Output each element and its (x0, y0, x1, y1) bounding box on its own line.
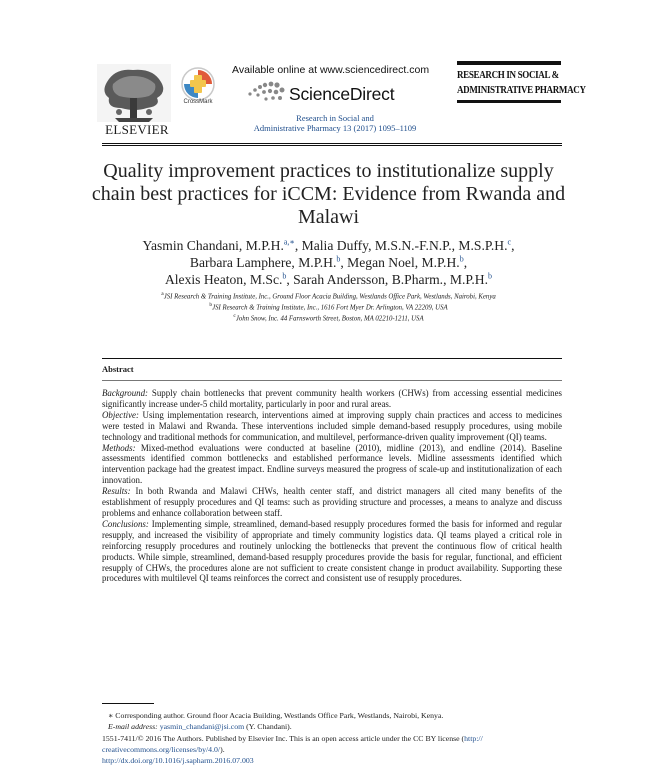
affiliation-marker: a (161, 291, 164, 297)
author-name: Malia Duffy, M.S.N.-F.N.P., M.S.P.H. (301, 238, 508, 253)
license-block (102, 733, 562, 766)
license-link[interactable]: http:// (464, 734, 483, 743)
affiliation-text: John Snow, Inc. 44 Farnsworth Street, Boston, MA 02210-1211, USA (235, 315, 424, 323)
journal-brand-line1: RESEARCH IN SOCIAL & (457, 70, 559, 81)
author-separator: , (511, 238, 515, 253)
abstract-results (102, 486, 562, 519)
section-text: Using implementation research, interventions aimed at improving supply chain practices and access to medicines were tested in Malawi and Rwanda. These interventions included simple demand-based resupply procedures, using mobile technology and traditional methods for communication, and multilevel, performance-driven quality improvement (QI) teams. (102, 409, 562, 442)
section-label: Objective: (102, 409, 139, 420)
email-line (108, 721, 562, 732)
author-name: Yasmin Chandani, M.P.H. (142, 238, 284, 253)
section-label: Results: (102, 486, 131, 497)
author-affiliation-marker[interactable]: b (459, 254, 464, 264)
author-affiliation-marker[interactable]: b (488, 271, 493, 281)
author-separator: , (286, 272, 294, 287)
section-label: Conclusions: (102, 518, 149, 529)
abstract-top-rule (102, 358, 562, 359)
doi-link[interactable]: http://dx.doi.org/10.1016/j.sapharm.2016.07.003 (102, 756, 254, 765)
affiliation-c (80, 312, 577, 323)
sciencedirect-wordmark: ScienceDirect (289, 84, 395, 104)
journal-reference-line1[interactable]: Research in Social and (296, 113, 374, 123)
article-title: Quality improvement practices to institutionalize supply chain best practices for iCCM: Evidence from Rwanda and Malawi (91, 160, 566, 228)
section-text: Supply chain bottlenecks that prevent community health workers (CHWs) from accessing essential medicines significantly increase under-5 child mortality, particularly in poor and rural areas. (102, 388, 562, 409)
journal-reference-line2[interactable]: Administrative Pharmacy 13 (2017) 1095–1109 (253, 123, 417, 133)
abstract-conclusions (102, 519, 562, 584)
publisher-name: ELSEVIER (105, 122, 169, 137)
affiliation-a (80, 290, 577, 301)
author-name: Megan Noel, M.P.H. (347, 255, 460, 270)
license-text: 1551-7411/© 2016 The Authors. Published by Elsevier Inc. This is an open access article under the CC BY license ( (102, 734, 465, 743)
header-divider-secondary (102, 145, 562, 146)
corresponding-author-footnote (108, 710, 562, 732)
section-label: Methods: (102, 442, 136, 453)
author-name: Barbara Lamphere, M.P.H. (189, 255, 337, 270)
section-text: Implementing simple, streamlined, demand-based resupply procedures formed the basis for informed and regular resupply, and increased the visibility of appropriate and timely community logistics data. QI teams played a critical role in reinforcing resupply procedures and routinely unlocking the bottlenecks that prevent the continuous flow of critical health products. While simple, streamlined, demand-based resupply procedures provide the basis for regular, functional, and efficient resupply of CHWs, the procedures alone are not sufficient to create consistent change in product availability. Supporting these procedures with multilevel QI teams reinforces the correct and consistent use of resupply procedures. (102, 518, 562, 584)
license-link-continued[interactable]: creativecommons.org/licenses/by/4.0/ (102, 745, 221, 754)
section-label: Background: (102, 388, 149, 398)
affiliation-text: JSI Research & Training Institute, Inc., Ground Floor Acacia Building, Westlands Office Park, Westlands, Nairobi, Kenya (163, 293, 496, 301)
author-list (80, 237, 577, 288)
brand-top-rule (457, 61, 561, 65)
abstract-methods (102, 443, 562, 487)
footnote-rule (102, 703, 154, 704)
corresponding-author-text: ∗ Corresponding author. Ground floor Acacia Building, Westlands Office Park, Westlands, Nairobi, Kenya. (108, 711, 444, 720)
section-text: Mixed-method evaluations were conducted at baseline (2010), midline (2013), and endline (2014). Baseline assessments identified common bottlenecks and established performance levels. Midline assessments identified which intervention package had the greatest impact. Endline surveys measured the progress of scale-up and institutionalization of each innovation. (102, 442, 562, 486)
crossmark-icon[interactable] (180, 66, 216, 102)
abstract-objective (102, 410, 562, 443)
section-text: In both Rwanda and Malawi CHWs, health center staff, and district managers all cited many benefits of the establishment of resupply procedures and QI teams: such as providing structure and processes, a means to analyze and discuss problems and enhance collaboration between staff. (102, 486, 562, 518)
abstract-heading: Abstract (102, 364, 134, 374)
affiliation-marker: c (233, 313, 236, 319)
abstract-body (102, 388, 562, 584)
sciencedirect-dots-icon (246, 78, 288, 104)
journal-brand-line2: ADMINISTRATIVE PHARMACY (457, 85, 586, 96)
available-online-text[interactable]: Available online at www.sciencedirect.com (232, 64, 430, 76)
brand-bottom-rule (457, 100, 561, 103)
header-divider (102, 143, 562, 144)
author-affiliation-marker[interactable]: b (336, 254, 341, 264)
author-affiliation-marker[interactable]: a,∗ (283, 237, 295, 247)
affiliation-b (80, 301, 577, 312)
author-name: Alexis Heaton, M.Sc. (164, 272, 283, 287)
affiliation-text: JSI Research & Training Institute, Inc., 1616 Fort Myer Dr. Arlington, VA 22209, USA (212, 304, 448, 312)
author-separator: , (294, 238, 302, 253)
affiliation-marker: b (209, 302, 213, 308)
crossmark-label: CrossMark (183, 99, 213, 105)
abstract-heading-rule (102, 380, 562, 381)
abstract-background (102, 388, 562, 410)
author-affiliation-marker[interactable]: b (282, 271, 287, 281)
author-name: Sarah Andersson, B.Pharm., M.P.H. (293, 272, 489, 287)
email-suffix: (Y. Chandani). (244, 722, 292, 731)
author-separator: , (463, 255, 468, 270)
email-label: E-mail address: (108, 722, 158, 731)
author-affiliation-marker[interactable]: c (507, 237, 512, 247)
email-link[interactable]: yasmin_chandani@jsi.com (159, 722, 245, 731)
license-close: ). (220, 745, 225, 754)
author-separator: , (340, 255, 348, 270)
